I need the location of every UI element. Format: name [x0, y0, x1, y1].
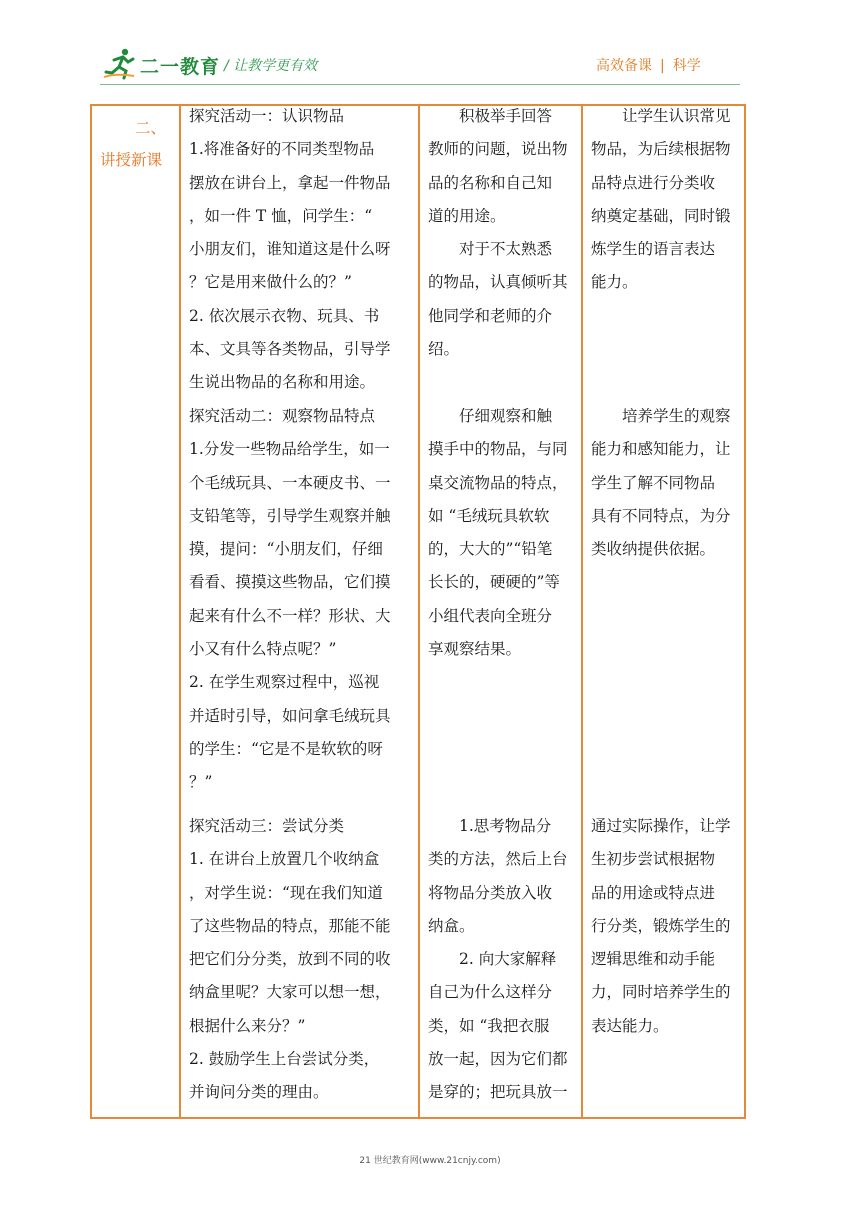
- text-line: 享观察结果。: [428, 640, 522, 659]
- text-line: 纳盒里呢？大家可以想一想，: [189, 983, 391, 1002]
- intent-cell-1: [591, 100, 743, 300]
- student-cell-1: [428, 100, 580, 366]
- column-divider-3: [581, 104, 583, 1119]
- page-footer: 21 世纪教育网(www.21cnjy.com): [359, 1156, 501, 1166]
- teacher-cell-3: [189, 810, 417, 1110]
- text-line: 自己为什么这样分: [428, 983, 553, 1002]
- text-line: 把它们分分类，放到不同的收: [189, 950, 391, 969]
- text-line: 根据什么来分？”: [189, 1016, 306, 1035]
- text-line: 能力。: [591, 273, 638, 292]
- text-line: 品的用途或特点进: [591, 883, 716, 902]
- text-line: ，对学生说：“现在我们知道: [189, 883, 383, 902]
- text-line: 对于不太熟悉: [459, 240, 553, 259]
- text-line: 个毛绒玩具、一本硬皮书、一: [189, 473, 391, 492]
- text-line: 力，同时培养学生的: [591, 983, 731, 1002]
- text-line: 道的用途。: [428, 206, 506, 225]
- text-line: 品的名称和自己知: [428, 173, 553, 192]
- text-line: 2. 在学生观察过程中，巡视: [189, 673, 380, 692]
- text-line: 通过实际操作，让学: [591, 817, 731, 835]
- text-line: 2. 向大家解释: [459, 950, 557, 969]
- text-line: 的学生：“它是不是软软的呀: [189, 739, 383, 758]
- text-line: 类收纳提供依据。: [591, 540, 716, 559]
- header-separator: |: [660, 58, 665, 74]
- intent-cell-2: [591, 400, 743, 566]
- header-category-right: 科学: [672, 58, 701, 74]
- section-title: 讲授新课: [100, 151, 163, 169]
- text-line: 让学生认识常见: [622, 107, 731, 125]
- table-border-right: [744, 104, 746, 1119]
- text-line: 1.思考物品分: [459, 817, 552, 835]
- text-line: 培养学生的观察: [622, 407, 731, 425]
- text-line: 类的方法，然后上台: [428, 850, 568, 869]
- text-line: 小组代表向全班分: [428, 606, 553, 625]
- text-line: 本、文具等各类物品，引导学: [189, 340, 391, 359]
- activity-title: 探究活动三：尝试分类: [189, 817, 345, 835]
- text-line: 并询问分类的理由。: [189, 1083, 329, 1102]
- text-line: 是穿的；把玩具放一: [428, 1083, 568, 1102]
- header-category-left: 高效备课: [596, 58, 652, 74]
- text-line: 看看、摸摸这些物品，它们摸: [189, 573, 391, 592]
- text-line: 生初步尝试根据物: [591, 850, 716, 869]
- text-line: 仔细观察和触: [459, 407, 553, 425]
- text-line: 2. 鼓励学生上台尝试分类，: [189, 1050, 380, 1069]
- text-line: 能力和感知能力，让: [591, 440, 731, 459]
- text-line: 放一起，因为它们都: [428, 1050, 568, 1069]
- logo-text: 二一教育: [140, 56, 221, 78]
- text-line: 教师的问题，说出物: [428, 140, 568, 159]
- text-line: 桌交流物品的特点，: [428, 473, 568, 492]
- text-line: 纳奠定基础，同时锻: [591, 206, 731, 225]
- text-line: 学生了解不同物品: [591, 473, 716, 492]
- text-line: 绍。: [428, 340, 460, 359]
- text-line: 1.将准备好的不同类型物品: [189, 140, 375, 159]
- text-line: 的物品，认真倾听其: [428, 273, 568, 292]
- page-header: [0, 0, 860, 90]
- activity-title: 探究活动二：观察物品特点: [189, 407, 376, 425]
- text-line: 生说出物品的名称和用途。: [189, 373, 376, 392]
- text-line: 积极举手回答: [459, 107, 553, 125]
- slogan: / 让教学更有效: [224, 58, 318, 74]
- lesson-table: [90, 104, 746, 1119]
- text-line: 2. 依次展示衣物、玩具、书: [189, 306, 380, 325]
- text-line: 类，如 “我把衣服: [428, 1016, 550, 1035]
- text-line: 行分类，锻炼学生的: [591, 916, 731, 935]
- text-line: 1. 在讲台上放置几个收纳盒: [189, 850, 380, 869]
- text-line: 支铅笔等，引导学生观察并触: [189, 506, 391, 525]
- column-divider-2: [418, 104, 420, 1119]
- text-line: 小又有什么特点呢？”: [189, 640, 337, 659]
- text-line: ？它是用来做什么的？”: [189, 273, 352, 292]
- text-line: ？”: [189, 773, 213, 792]
- text-line: 并适时引导，如问拿毛绒玩具: [189, 706, 391, 725]
- text-line: 了这些物品的特点，那能不能: [189, 916, 391, 935]
- student-cell-2: [428, 400, 580, 666]
- text-line: 长长的，硬硬的”等: [428, 573, 560, 592]
- text-line: 的，大大的”“铅笔: [428, 540, 553, 559]
- text-line: 起来有什么不一样？形状、大: [189, 606, 391, 625]
- teacher-cell-2: [189, 400, 417, 800]
- text-line: 摸手中的物品，与同: [428, 440, 568, 459]
- text-line: ，如一件 T 恤，问学生：“: [189, 206, 373, 225]
- table-border-left: [90, 104, 92, 1119]
- text-line: 1.分发一些物品给学生，如一: [189, 440, 390, 459]
- text-line: 炼学生的语言表达: [591, 240, 716, 259]
- text-line: 如 “毛绒玩具软软: [428, 506, 550, 525]
- text-line: 小朋友们，谁知道这是什么呀: [189, 240, 391, 259]
- text-line: 逻辑思维和动手能: [591, 950, 716, 969]
- runner-logo-icon: [104, 46, 138, 80]
- header-divider: [100, 84, 740, 85]
- activity-title: 探究活动一：认识物品: [189, 107, 345, 125]
- intent-cell-3: [591, 810, 743, 1043]
- text-line: 品特点进行分类收: [591, 173, 716, 192]
- text-line: 具有不同特点，为分: [591, 506, 731, 525]
- text-line: 纳盒。: [428, 916, 475, 935]
- header-category: [596, 55, 701, 75]
- teacher-cell-1: [189, 100, 417, 400]
- text-line: 物品，为后续根据物: [591, 140, 731, 159]
- student-cell-3: [428, 810, 580, 1110]
- section-number: 二、: [135, 119, 167, 137]
- text-line: 他同学和老师的介: [428, 306, 553, 325]
- text-line: 将物品分类放入收: [428, 883, 553, 902]
- column-divider-1: [179, 104, 181, 1119]
- text-line: 摆放在讲台上，拿起一件物品: [189, 173, 391, 192]
- text-line: 摸，提问：“小朋友们，仔细: [189, 540, 383, 559]
- text-line: 表达能力。: [591, 1016, 669, 1035]
